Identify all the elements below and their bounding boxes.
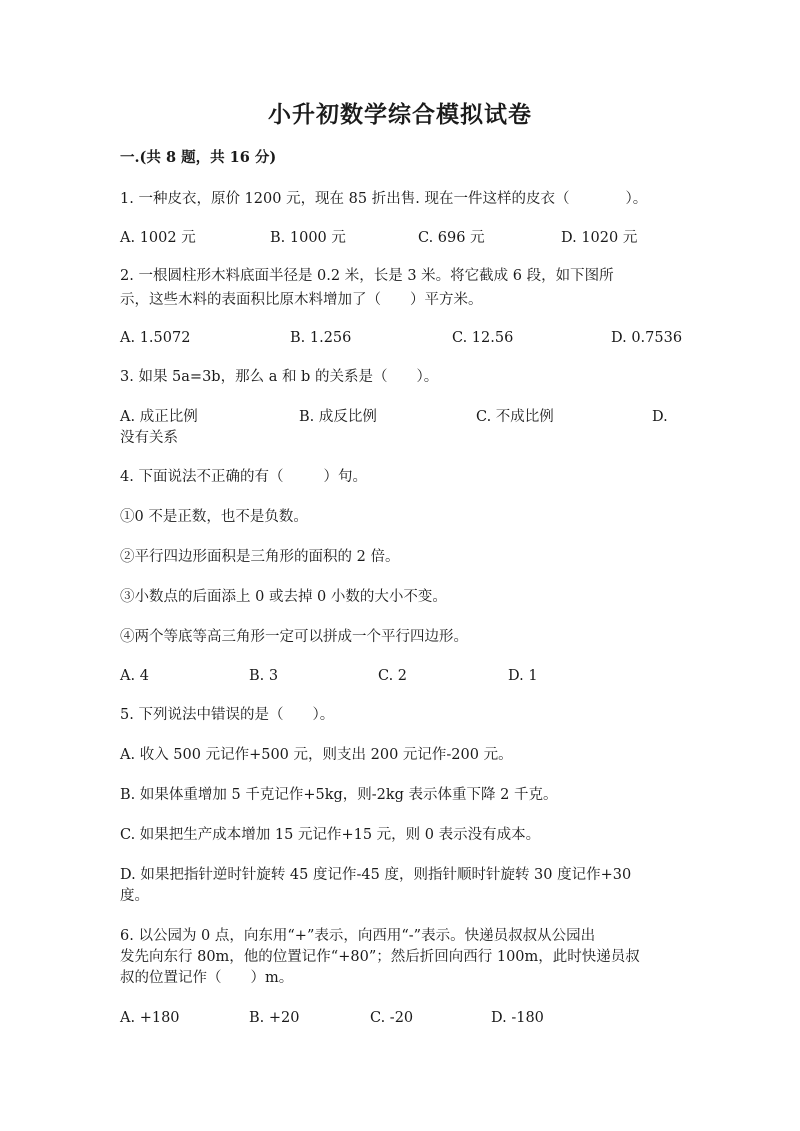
question-6-line-3: 叔的位置记作（ ）m。 xyxy=(120,970,294,986)
q2-option-d: D. 0.7536 xyxy=(611,330,683,346)
question-4-text: 4. 下面说法不正确的有（ xyxy=(120,469,284,485)
q3-option-c: C. 不成比例 xyxy=(476,409,554,425)
q4-statement-1: ①0 不是正数，也不是负数。 xyxy=(120,509,308,525)
question-6-line-2: 发先向东行 80m，他的位置记作“+80”；然后折回向西行 100m，此时快递员叔 xyxy=(120,949,640,965)
q3-option-a: A. 成正比例 xyxy=(120,409,198,425)
question-5: 5. 下列说法中错误的是（ ）。 xyxy=(120,707,335,723)
q1-option-d: D. 1020 元 xyxy=(561,230,638,246)
section-heading: 一.(共 8 题，共 16 分) xyxy=(120,149,277,166)
q1-option-c: C. 696 元 xyxy=(418,230,485,246)
q5-choice-b: B. 如果体重增加 5 千克记作+5kg，则-2kg 表示体重下降 2 千克。 xyxy=(120,787,558,803)
q4-statement-3: ③小数点的后面添上 0 或去掉 0 小数的大小不变。 xyxy=(120,589,447,605)
q5-choice-a: A. 收入 500 元记作+500 元，则支出 200 元记作-200 元。 xyxy=(120,747,513,763)
q2-option-a: A. 1.5072 xyxy=(120,330,191,346)
q3-option-d: D. xyxy=(652,409,668,425)
q1-option-b: B. 1000 元 xyxy=(270,230,346,246)
q4-option-d: D. 1 xyxy=(508,668,538,684)
question-2-line-2: 示，这些木料的表面积比原木料增加了（ ）平方米。 xyxy=(120,292,483,308)
q4-option-a: A. 4 xyxy=(120,668,149,684)
q4-option-b: B. 3 xyxy=(249,668,279,684)
question-6-line-1: 6. 以公园为 0 点，向东用“+”表示，向西用“-”表示。快递员叔叔从公园出 xyxy=(120,928,596,944)
q5-choice-c: C. 如果把生产成本增加 15 元记作+15 元，则 0 表示没有成本。 xyxy=(120,827,541,843)
q4-statement-4: ④两个等底等高三角形一定可以拼成一个平行四边形。 xyxy=(120,629,468,645)
q5-choice-d-continued: 度。 xyxy=(120,888,149,904)
q3-option-d-continued: 没有关系 xyxy=(120,430,178,446)
q3-option-b: B. 成反比例 xyxy=(299,409,377,425)
q4-option-c: C. 2 xyxy=(378,668,408,684)
q5-choice-d: D. 如果把指针逆时针旋转 45 度记作-45 度，则指针顺时针旋转 30 度记作+30 xyxy=(120,867,632,883)
question-1-text-end: ）。 xyxy=(625,191,648,207)
page-title: 小升初数学综合模拟试卷 xyxy=(268,101,532,128)
question-1 xyxy=(120,189,647,209)
q6-option-b: B. +20 xyxy=(249,1010,300,1026)
question-3: 3. 如果 5a=3b，那么 a 和 b 的关系是（ ）。 xyxy=(120,369,439,385)
q6-option-d: D. -180 xyxy=(491,1010,544,1026)
question-4 xyxy=(120,467,367,487)
q1-option-a: A. 1002 元 xyxy=(120,230,196,246)
question-2-line-1: 2. 一根圆柱形木料底面半径是 0.2 米，长是 3 米。将它截成 6 段，如下图所 xyxy=(120,268,614,284)
q6-option-a: A. +180 xyxy=(120,1010,180,1026)
q2-option-b: B. 1.256 xyxy=(290,330,352,346)
question-4-text-end: ）句。 xyxy=(323,469,367,485)
q2-option-c: C. 12.56 xyxy=(452,330,514,346)
q6-option-c: C. -20 xyxy=(370,1010,414,1026)
question-1-text: 1. 一种皮衣，原价 1200 元，现在 85 折出售. 现在一件这样的皮衣（ xyxy=(120,191,570,207)
q4-statement-2: ②平行四边形面积是三角形的面积的 2 倍。 xyxy=(120,549,400,565)
